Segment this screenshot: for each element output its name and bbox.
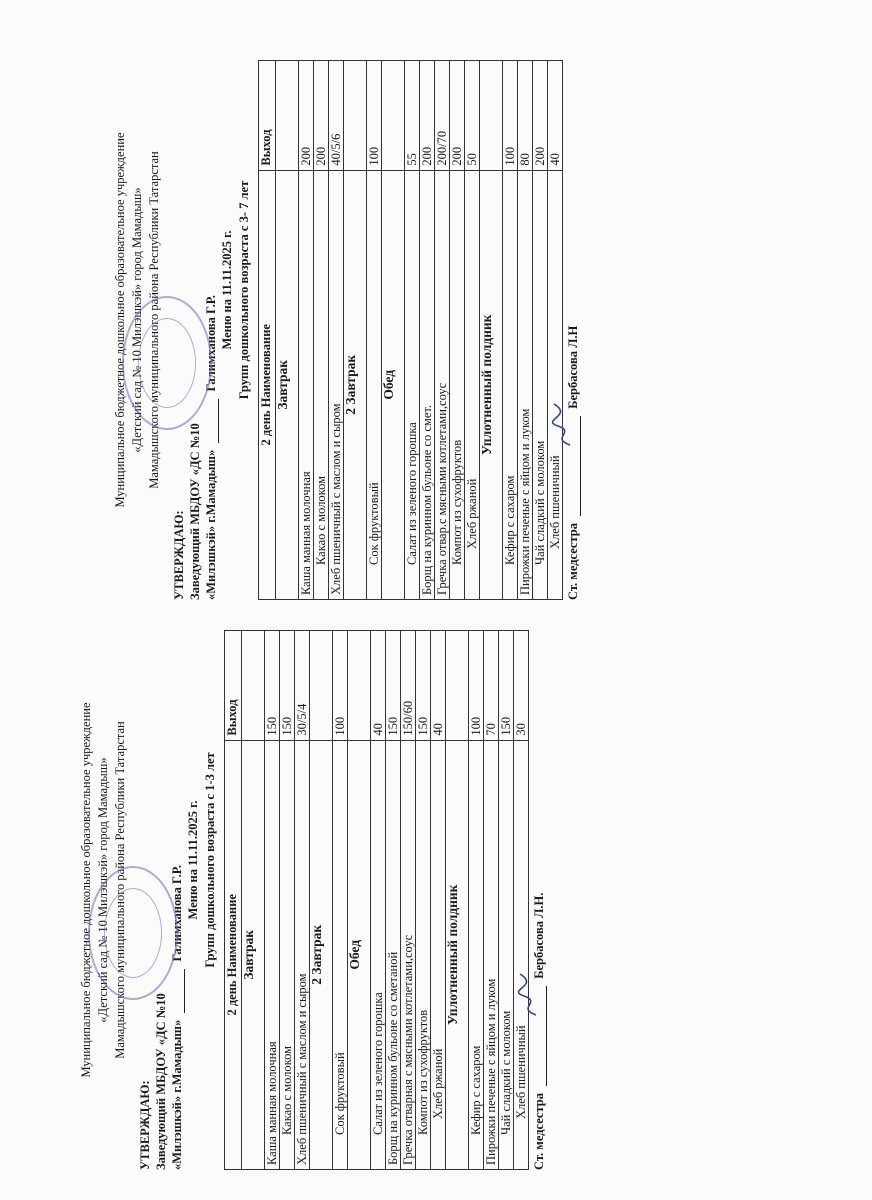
dish-name: Хлеб пшеничный bbox=[548, 170, 563, 599]
table-row bbox=[533, 61, 548, 600]
dish-name: Завтрак bbox=[242, 740, 265, 1169]
dish-portion bbox=[310, 631, 333, 741]
meal-section-row bbox=[446, 631, 469, 1170]
table-row bbox=[431, 631, 446, 1170]
table-row bbox=[518, 61, 533, 600]
dish-name: Обед bbox=[382, 170, 405, 599]
table-row bbox=[295, 631, 310, 1170]
dish-portion: 100 bbox=[333, 631, 348, 741]
dish-name: Сок фруктовый bbox=[333, 740, 348, 1169]
column-header-name: 2 день Наименование bbox=[225, 740, 242, 1169]
meal-section-row bbox=[276, 61, 299, 600]
table-header-row bbox=[225, 631, 242, 1170]
table-row bbox=[265, 631, 280, 1170]
dish-name: Чай сладкий с молоком bbox=[499, 740, 514, 1169]
table-row bbox=[435, 61, 450, 600]
meal-section-row bbox=[344, 61, 367, 600]
footer-signature-line bbox=[580, 416, 581, 516]
dish-portion bbox=[276, 61, 299, 171]
org-line-3: Мамадышского муниципального района Республики Татарстан bbox=[147, 151, 161, 489]
dish-portion bbox=[382, 61, 405, 171]
dish-name: Каша манная молочная bbox=[299, 170, 314, 599]
approval-title: УТВЕРЖДАЮ: bbox=[172, 510, 186, 600]
approval-line-1: Заведующий МБДОУ «ДС №10 bbox=[188, 423, 202, 600]
dish-portion: 200 bbox=[533, 61, 548, 171]
table-row bbox=[405, 61, 420, 600]
dish-portion: 40 bbox=[548, 61, 563, 171]
dish-portion bbox=[480, 61, 503, 171]
dish-portion bbox=[446, 631, 469, 741]
dish-name: Уплотненный полдник bbox=[480, 170, 503, 599]
dish-portion: 70 bbox=[484, 631, 499, 741]
signature-line bbox=[218, 399, 219, 443]
org-line-1: Муниципальное бюджетное дошкольное образовательное учреждение bbox=[113, 132, 127, 508]
dish-name: 2 Завтрак bbox=[310, 740, 333, 1169]
footer-name: Бербасова Л.Н bbox=[566, 325, 580, 409]
table-row bbox=[503, 61, 518, 600]
dish-portion: 150 bbox=[265, 631, 280, 741]
dish-portion: 100 bbox=[503, 61, 518, 171]
dish-name: Чай сладкий с молоком bbox=[533, 170, 548, 599]
table-row bbox=[469, 631, 484, 1170]
dish-name: Компот из сухофруктов bbox=[450, 170, 465, 599]
column-header-out: Выход bbox=[225, 631, 242, 741]
dish-portion: 150 bbox=[386, 631, 401, 741]
footer-signature bbox=[566, 326, 581, 600]
age-group: Групп дошкольного возраста с 3- 7 лет bbox=[237, 180, 251, 400]
menu-date: Меню на 11.11.2025 г. bbox=[220, 230, 234, 350]
meal-section-row bbox=[242, 631, 265, 1170]
dish-name: Каша манная молочная bbox=[265, 740, 280, 1169]
column-header-out: Выход bbox=[259, 61, 276, 171]
approval-line-2: «Милэшкэй» г.Мамадыш» bbox=[204, 449, 218, 600]
stamp-seal bbox=[122, 296, 212, 430]
dish-name: Салат из зеленого горошка bbox=[371, 740, 386, 1169]
org-line-3: Мамадышского муниципального района Республики Татарстан bbox=[113, 721, 127, 1059]
approval-line-1: Заведующий МБДОУ «ДС №10 bbox=[154, 993, 168, 1170]
table-row bbox=[371, 631, 386, 1170]
menu-date: Меню на 11.11.2025 г. bbox=[186, 800, 200, 920]
menu-table bbox=[224, 630, 529, 1170]
meal-section-row bbox=[480, 61, 503, 600]
footer-label: Ст. медсестра bbox=[532, 1093, 546, 1170]
dish-portion: 150 bbox=[280, 631, 295, 741]
dish-name: Обед bbox=[348, 740, 371, 1169]
org-line-2: «Детский сад № 10 Милэшкэй» город Мамадыш» bbox=[96, 757, 110, 1023]
approval-line-2: «Милэшкэй» г.Мамадыш» bbox=[170, 1019, 184, 1170]
footer-signature-line bbox=[546, 986, 547, 1086]
table-row bbox=[329, 61, 344, 600]
dish-name: Хлеб пшеничный bbox=[514, 740, 529, 1169]
dish-name: Сок фруктовый bbox=[367, 170, 382, 599]
dish-portion: 55 bbox=[405, 61, 420, 171]
dish-name: Пирожки печеные с яйцом и луком bbox=[518, 170, 533, 599]
table-row bbox=[280, 631, 295, 1170]
dish-portion: 40 bbox=[371, 631, 386, 741]
table-row bbox=[314, 61, 329, 600]
handwritten-signature bbox=[514, 970, 544, 1020]
meal-section-row bbox=[382, 61, 405, 600]
table-row bbox=[299, 61, 314, 600]
dish-portion: 150 bbox=[416, 631, 431, 741]
table-row bbox=[499, 631, 514, 1170]
table-row bbox=[465, 61, 480, 600]
dish-portion: 150/60 bbox=[401, 631, 416, 741]
approval-line-2-row bbox=[169, 610, 185, 1170]
meal-section-row bbox=[348, 631, 371, 1170]
dish-name: Гречка отварная с мясными котлетами,соус bbox=[401, 740, 416, 1169]
table-row bbox=[514, 631, 529, 1170]
dish-name: Какао с молоком bbox=[280, 740, 295, 1169]
table-header-row bbox=[259, 61, 276, 600]
dish-name: Уплотненный полдник bbox=[446, 740, 469, 1169]
dish-portion: 100 bbox=[469, 631, 484, 741]
head-name: Галимханова Г.Р. bbox=[170, 865, 184, 962]
head-name: Галимханова Г.Р. bbox=[204, 295, 218, 392]
menu-table bbox=[258, 60, 563, 600]
stamp-seal bbox=[88, 866, 178, 1000]
dish-name: Кефир с сахаром bbox=[503, 170, 518, 599]
table-row bbox=[367, 61, 382, 600]
dish-portion: 50 bbox=[465, 61, 480, 171]
org-line-1: Муниципальное бюджетное дошкольное образовательное учреждение bbox=[79, 702, 93, 1078]
menu-sheet-1-3 bbox=[78, 610, 546, 1170]
dish-portion: 30/5/4 bbox=[295, 631, 310, 741]
table-row bbox=[420, 61, 435, 600]
dish-name: Компот из сухофруктов bbox=[416, 740, 431, 1169]
dish-portion bbox=[242, 631, 265, 741]
dish-name: Какао с молоком bbox=[314, 170, 329, 599]
dish-name: Хлеб пшеничный с маслом и сыром bbox=[295, 740, 310, 1169]
dish-portion: 40/5/6 bbox=[329, 61, 344, 171]
dish-name: Салат из зеленого горошка bbox=[405, 170, 420, 599]
dish-portion: 200 bbox=[299, 61, 314, 171]
org-line-2: «Детский сад № 10 Милэшкэй» город Мамадыш» bbox=[130, 187, 144, 453]
table-row bbox=[401, 631, 416, 1170]
dish-portion bbox=[348, 631, 371, 741]
dish-name: Кефир с сахаром bbox=[469, 740, 484, 1169]
table-row bbox=[484, 631, 499, 1170]
table-row bbox=[450, 61, 465, 600]
dish-name: Гречка отвар.с мясными котлетами,соус bbox=[435, 170, 450, 599]
dish-portion: 40 bbox=[431, 631, 446, 741]
dish-portion: 200 bbox=[314, 61, 329, 171]
dish-portion: 200 bbox=[450, 61, 465, 171]
dish-name: Хлеб ржаной bbox=[465, 170, 480, 599]
dish-name: Пирожки печеные с яйцом и луком bbox=[484, 740, 499, 1169]
meal-section-row bbox=[310, 631, 333, 1170]
signature-line bbox=[184, 969, 185, 1013]
column-header-name: 2 день Наименование bbox=[259, 170, 276, 599]
dish-portion bbox=[344, 61, 367, 171]
dish-name: Хлеб пшеничный с маслом и сыром bbox=[329, 170, 344, 599]
table-row bbox=[548, 61, 563, 600]
dish-portion: 200 bbox=[420, 61, 435, 171]
dish-portion: 80 bbox=[518, 61, 533, 171]
footer-label: Ст. медсестра bbox=[566, 523, 580, 600]
footer-name: Бербасова Л.Н. bbox=[532, 892, 546, 979]
dish-portion: 100 bbox=[367, 61, 382, 171]
age-group: Групп дошкольного возраста с 1-3 лет bbox=[203, 752, 217, 968]
table-row bbox=[416, 631, 431, 1170]
handwritten-signature bbox=[548, 400, 578, 450]
menu-sheet-3-7 bbox=[112, 40, 580, 600]
dish-name: Борщ на куринном бульоне со сметаной bbox=[386, 740, 401, 1169]
dish-portion: 150 bbox=[499, 631, 514, 741]
dish-name: Хлеб ржаной bbox=[431, 740, 446, 1169]
table-row bbox=[333, 631, 348, 1170]
approval-line-2-row bbox=[203, 40, 219, 600]
dish-portion: 200/70 bbox=[435, 61, 450, 171]
table-row bbox=[386, 631, 401, 1170]
dish-name: Борщ на куринном бульоне со смет. bbox=[420, 170, 435, 599]
dish-portion: 30 bbox=[514, 631, 529, 741]
dish-name: 2 Завтрак bbox=[344, 170, 367, 599]
approval-title: УТВЕРЖДАЮ: bbox=[138, 1080, 152, 1170]
footer-signature bbox=[532, 893, 547, 1170]
dish-name: Завтрак bbox=[276, 170, 299, 599]
